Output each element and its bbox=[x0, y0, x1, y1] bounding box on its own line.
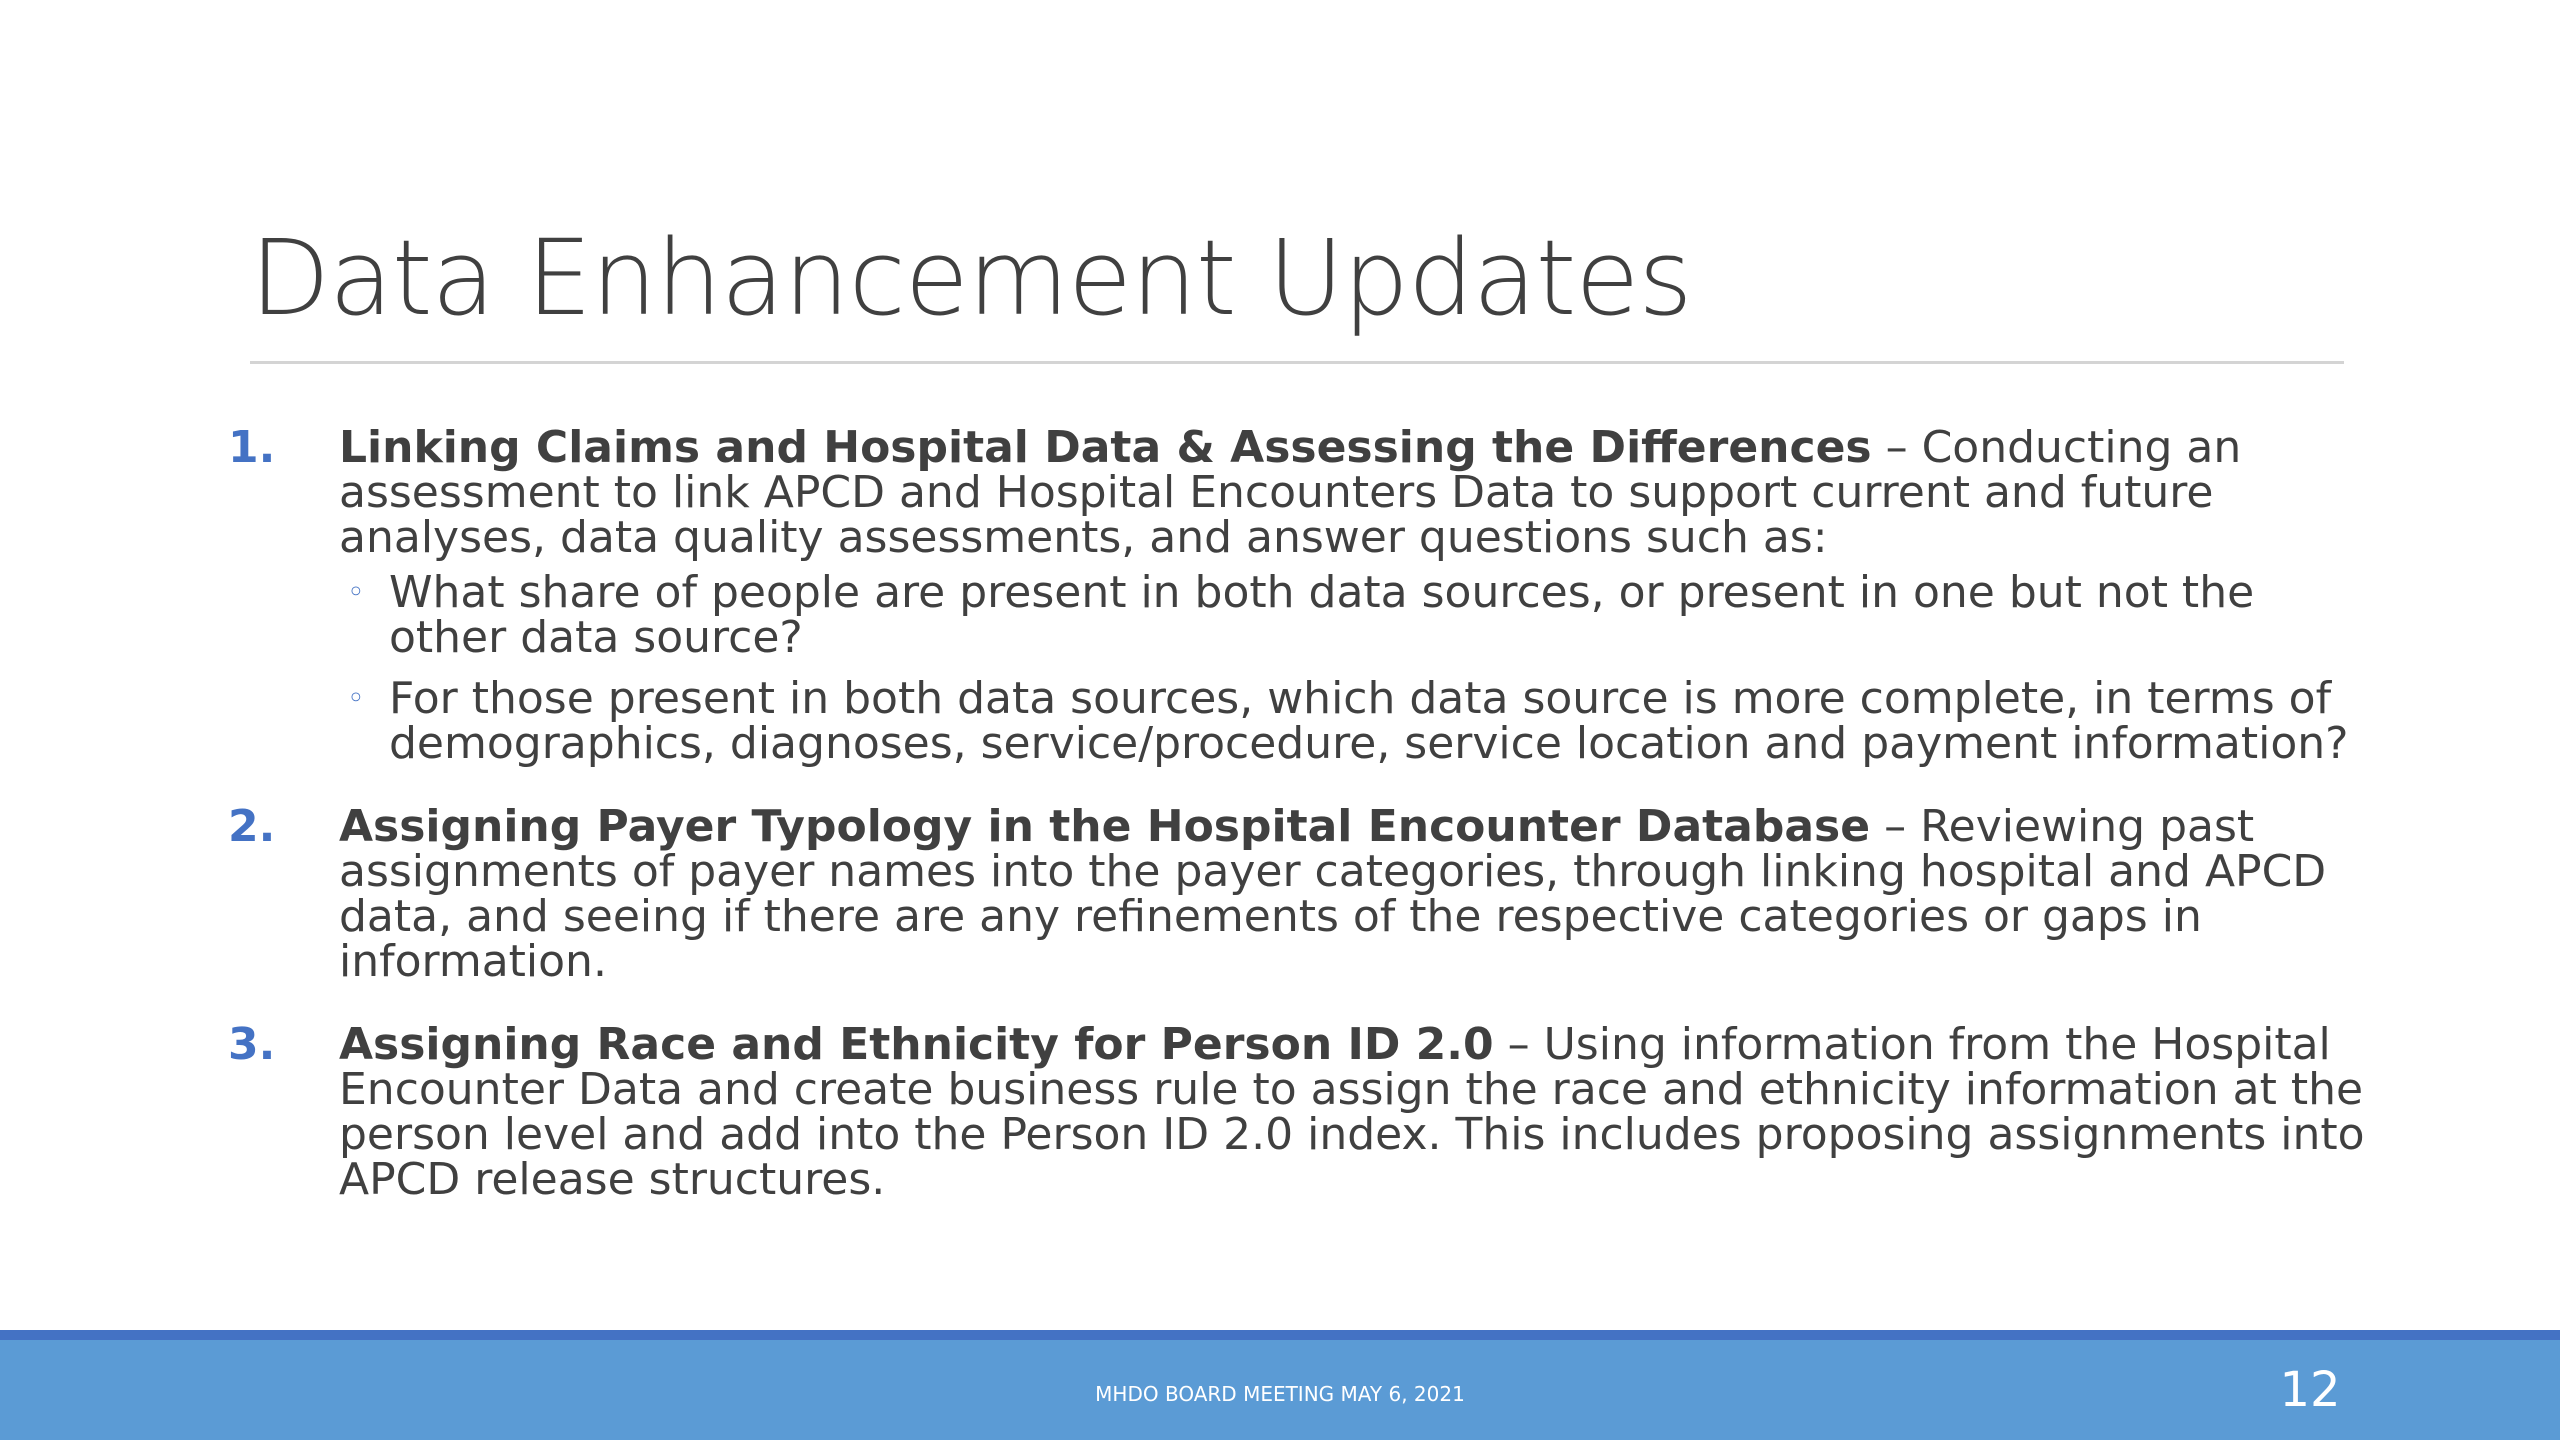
slide-content bbox=[228, 422, 2368, 1240]
sub-list-item-1 bbox=[339, 567, 2368, 663]
page-number: 12 bbox=[2279, 1362, 2341, 1418]
sub-item-text: For those present in both data sources, which data source is more complete, in terms of demographics, diagnoses, service/procedure, service location and payment information? bbox=[389, 673, 2349, 769]
list-number: 2. bbox=[228, 801, 276, 852]
sub-item-text: What share of people are present in both data sources, or present in one but not the other data source? bbox=[389, 567, 2255, 663]
item-heading: Linking Claims and Hospital Data & Assessing the Differences bbox=[339, 422, 1872, 473]
item-text: – Conducting an assessment to link APCD and Hospital Encounters Data to support current and future analyses, data quality assessments, and answer questions such as: bbox=[339, 422, 2242, 563]
item-heading: Assigning Payer Typology in the Hospital Encounter Database bbox=[339, 801, 1871, 852]
sub-list bbox=[339, 567, 2368, 769]
footer-text: MHDO BOARD MEETING MAY 6, 2021 bbox=[1095, 1382, 1465, 1406]
title-divider bbox=[250, 361, 2344, 364]
list-number: 3. bbox=[228, 1019, 276, 1070]
slide-title: Data Enhancement Updates bbox=[250, 217, 1692, 339]
list-item-3 bbox=[228, 1019, 2368, 1205]
item-heading: Assigning Race and Ethnicity for Person ID 2.0 bbox=[339, 1019, 1494, 1070]
item-text: – Using information from the Hospital Encounter Data and create business rule to assign the race and ethnicity information at the person level and add into the Person ID 2.0 index. This includes proposing assignments into APCD release structures. bbox=[339, 1019, 2365, 1205]
footer-accent-line bbox=[0, 1330, 2560, 1340]
item-text: – Reviewing past assignments of payer names into the payer categories, through linking hospital and APCD data, and seeing if there are any refinements of the respective categories or gaps in information. bbox=[339, 801, 2327, 987]
list-item-1 bbox=[228, 422, 2368, 769]
bullet-icon: ◦ bbox=[347, 575, 365, 610]
sub-list-item-2 bbox=[339, 673, 2368, 769]
list-number: 1. bbox=[228, 422, 276, 473]
list-item-2 bbox=[228, 801, 2368, 987]
bullet-icon: ◦ bbox=[347, 681, 365, 716]
